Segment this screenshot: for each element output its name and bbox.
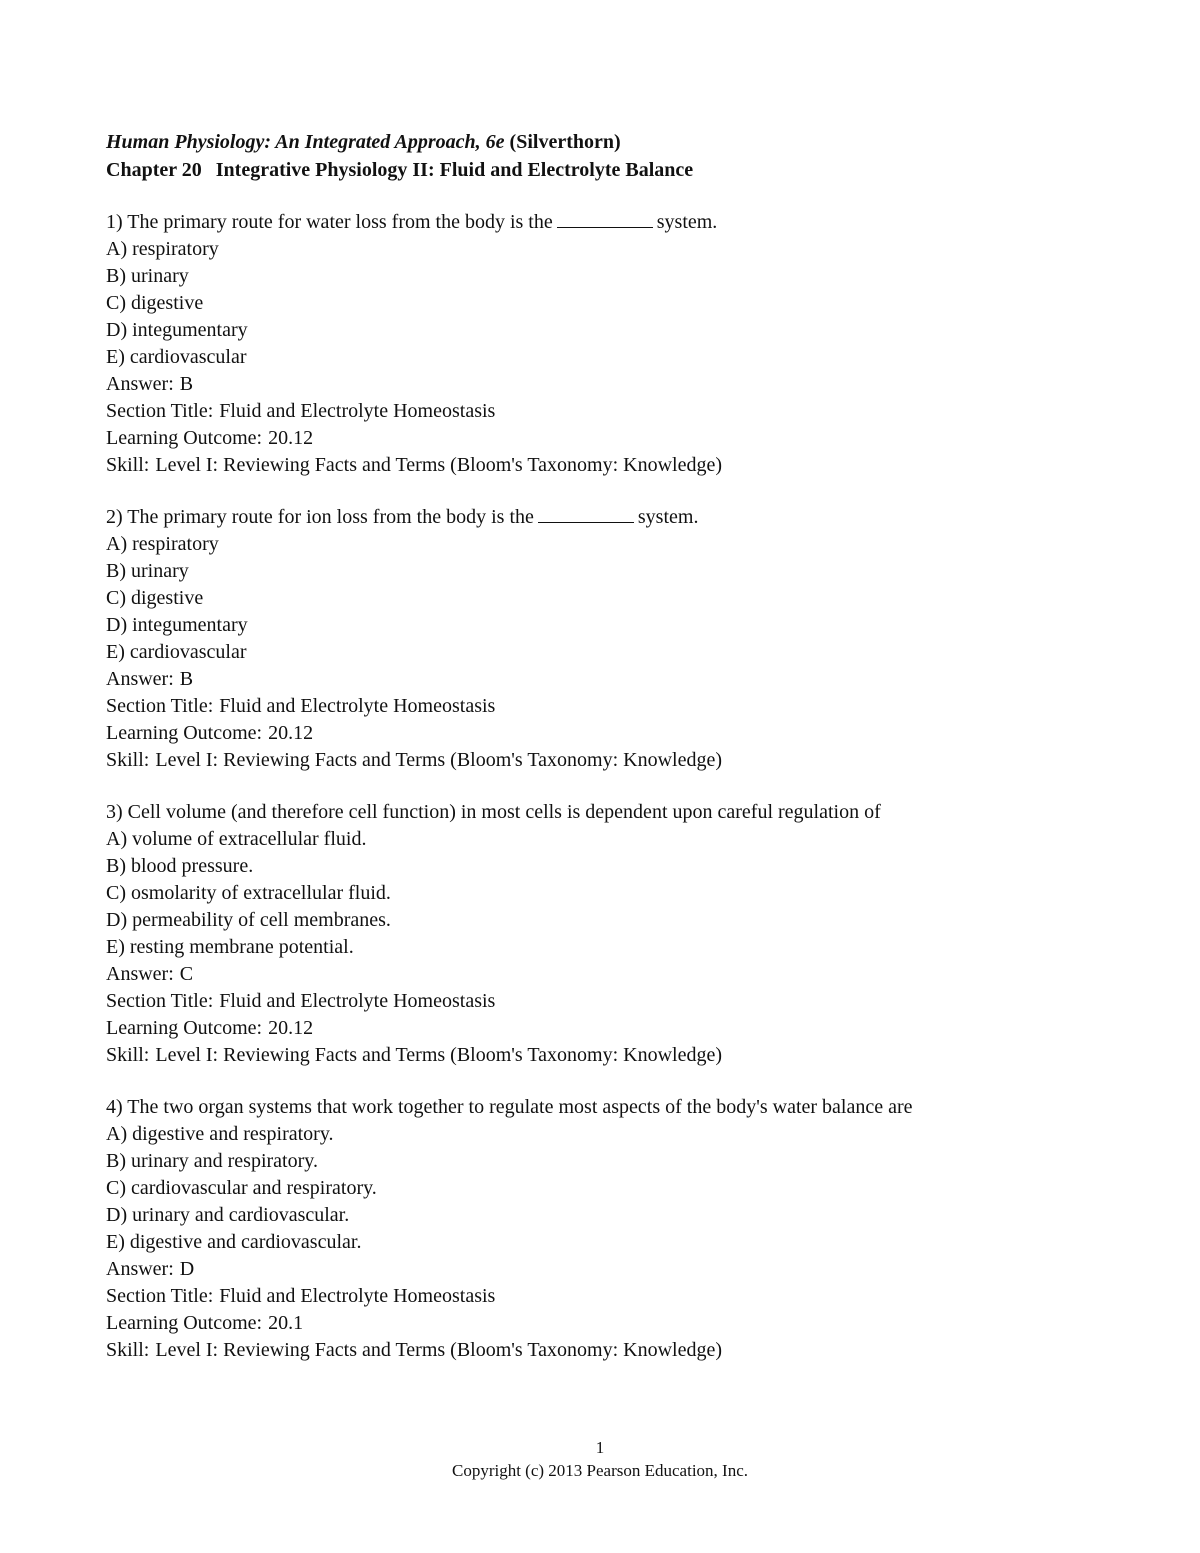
outcome-line [106, 1015, 1106, 1042]
skill-label: Skill: [106, 1044, 150, 1066]
section-label: Section Title: [106, 400, 214, 422]
outcome-label: Learning Outcome: [106, 427, 263, 449]
outcome-label: Learning Outcome: [106, 1312, 263, 1334]
answer-label: Answer: [106, 373, 174, 395]
book-title-line [106, 128, 1106, 156]
chapter-number: Chapter 20 [106, 159, 202, 181]
outcome-line [106, 425, 1106, 452]
section-value: Fluid and Electrolyte Homeostasis [219, 990, 496, 1012]
chapter-title-line [106, 156, 1106, 184]
document-page [106, 128, 1106, 1364]
option-d: D) urinary and cardiovascular. [106, 1204, 350, 1226]
section-value: Fluid and Electrolyte Homeostasis [219, 1285, 496, 1307]
answer-line [106, 961, 1106, 988]
question-2 [106, 504, 1106, 774]
question-stem-text: 2) The primary route for ion loss from the body is the [106, 506, 534, 528]
option-b: B) urinary [106, 560, 189, 582]
skill-value: Level I: Reviewing Facts and Terms (Bloom's Taxonomy: Knowledge) [155, 1339, 722, 1361]
option-a: A) digestive and respiratory. [106, 1123, 334, 1145]
option-e: E) cardiovascular [106, 346, 247, 368]
option-d: D) integumentary [106, 614, 248, 636]
answer-value: D [179, 1258, 195, 1280]
book-title: Human Physiology: An Integrated Approach, 6e [106, 131, 505, 153]
section-line [106, 1283, 1106, 1310]
answer-label: Answer: [106, 963, 174, 985]
answer-label: Answer: [106, 668, 174, 690]
section-line [106, 693, 1106, 720]
skill-value: Level I: Reviewing Facts and Terms (Bloom's Taxonomy: Knowledge) [155, 1044, 722, 1066]
section-value: Fluid and Electrolyte Homeostasis [219, 695, 496, 717]
skill-line [106, 1042, 1106, 1069]
option-e: E) cardiovascular [106, 641, 247, 663]
skill-label: Skill: [106, 749, 150, 771]
outcome-line [106, 1310, 1106, 1337]
answer-blank [557, 211, 653, 228]
option-e: E) digestive and cardiovascular. [106, 1231, 362, 1253]
skill-line [106, 1337, 1106, 1364]
skill-value: Level I: Reviewing Facts and Terms (Bloom's Taxonomy: Knowledge) [155, 749, 722, 771]
option-d: D) integumentary [106, 319, 248, 341]
section-value: Fluid and Electrolyte Homeostasis [219, 400, 496, 422]
skill-line [106, 452, 1106, 479]
skill-label: Skill: [106, 454, 150, 476]
answer-label: Answer: [106, 1258, 174, 1280]
section-line [106, 398, 1106, 425]
question-stem-text-end: system. [656, 211, 718, 233]
question-stem-text: 1) The primary route for water loss from the body is the [106, 211, 553, 233]
answer-line [106, 1256, 1106, 1283]
section-label: Section Title: [106, 695, 214, 717]
outcome-label: Learning Outcome: [106, 722, 263, 744]
section-label: Section Title: [106, 1285, 214, 1307]
option-e: E) resting membrane potential. [106, 936, 354, 958]
option-a: A) respiratory [106, 238, 219, 260]
option-c: C) digestive [106, 587, 204, 609]
question-4 [106, 1094, 1106, 1364]
outcome-value: 20.1 [268, 1312, 304, 1334]
outcome-value: 20.12 [268, 1017, 314, 1039]
question-stem [106, 504, 1106, 531]
outcome-label: Learning Outcome: [106, 1017, 263, 1039]
answer-value: B [179, 373, 194, 395]
option-c: C) osmolarity of extracellular fluid. [106, 882, 391, 904]
book-author: (Silverthorn) [509, 131, 621, 153]
option-a: A) volume of extracellular fluid. [106, 828, 367, 850]
question-stem: 4) The two organ systems that work together to regulate most aspects of the body's water balance are [106, 1096, 913, 1118]
answer-line [106, 371, 1106, 398]
chapter-title: Integrative Physiology II: Fluid and Electrolyte Balance [215, 159, 694, 181]
question-3 [106, 799, 1106, 1069]
option-c: C) cardiovascular and respiratory. [106, 1177, 377, 1199]
option-b: B) urinary [106, 265, 189, 287]
section-label: Section Title: [106, 990, 214, 1012]
answer-line [106, 666, 1106, 693]
question-stem-text-end: system. [637, 506, 699, 528]
answer-blank [538, 506, 634, 523]
option-b: B) urinary and respiratory. [106, 1150, 318, 1172]
option-a: A) respiratory [106, 533, 219, 555]
page-number: 1 [595, 1438, 605, 1457]
question-stem [106, 209, 1106, 236]
skill-line [106, 747, 1106, 774]
outcome-line [106, 720, 1106, 747]
outcome-value: 20.12 [268, 722, 314, 744]
skill-label: Skill: [106, 1339, 150, 1361]
outcome-value: 20.12 [268, 427, 314, 449]
answer-value: B [179, 668, 194, 690]
section-line [106, 988, 1106, 1015]
question-1 [106, 209, 1106, 479]
answer-value: C [179, 963, 194, 985]
option-d: D) permeability of cell membranes. [106, 909, 391, 931]
skill-value: Level I: Reviewing Facts and Terms (Bloom's Taxonomy: Knowledge) [155, 454, 722, 476]
question-stem: 3) Cell volume (and therefore cell function) in most cells is dependent upon careful regulation of [106, 801, 881, 823]
copyright-notice: Copyright (c) 2013 Pearson Education, Inc. [451, 1461, 748, 1480]
option-b: B) blood pressure. [106, 855, 254, 877]
option-c: C) digestive [106, 292, 204, 314]
